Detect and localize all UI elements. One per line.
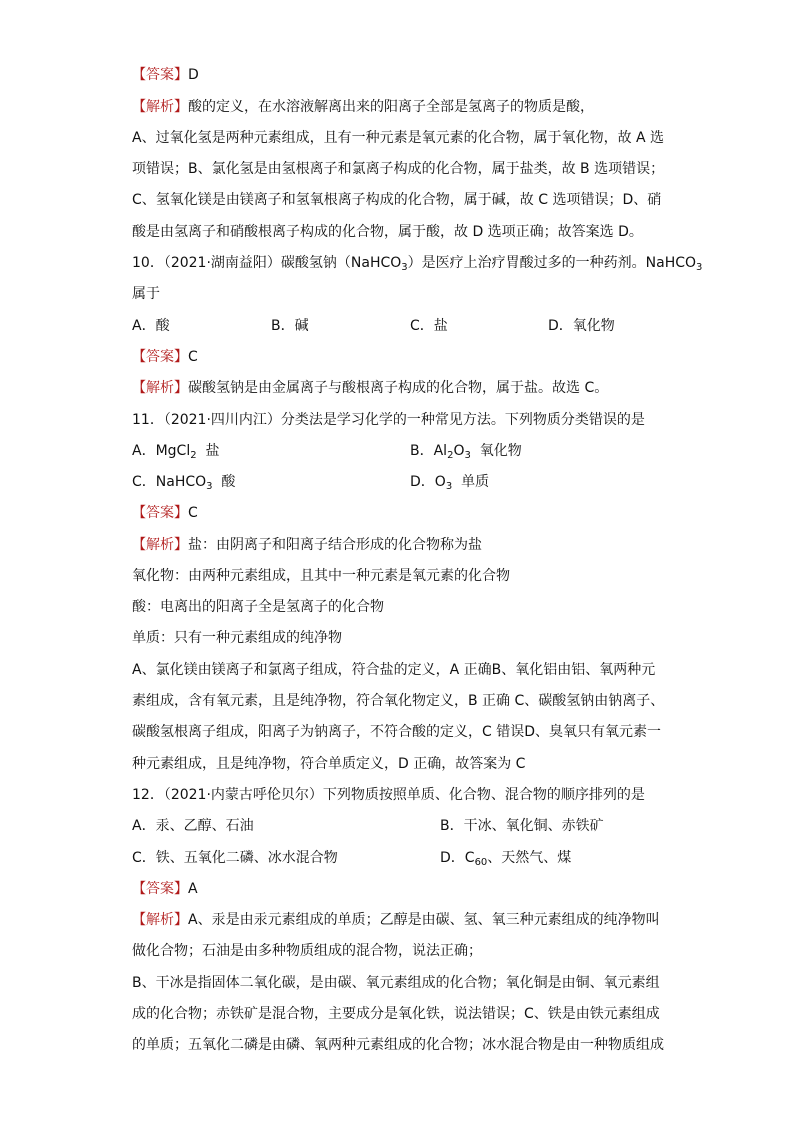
analysis-text: 的单质；五氧化二磷是由磷、氧两种元素组成的化合物；冰水混合物是由一种物质组成 xyxy=(132,1037,664,1053)
question-10-stem-cont: 属于 xyxy=(132,286,160,302)
option-c: C．盐 xyxy=(410,318,448,334)
option-d: D．氧化物 xyxy=(548,318,615,334)
answer-label: 【答案】 xyxy=(132,67,188,83)
analysis-text: A、氯化镁由镁离子和氯离子组成，符合盐的定义，A 正确B、氧化铝由铝、氧两种元 xyxy=(132,662,656,678)
analysis-text: 碳酸氢根离子组成，阳离子为钠离子，不符合酸的定义，C 错误D、臭氧只有氧元素一 xyxy=(132,724,662,740)
option-d: D．$O_3$ 单质 xyxy=(410,474,490,492)
option-a: A．酸 xyxy=(132,318,170,334)
analysis-line xyxy=(132,535,482,555)
analysis-text: 碳酸氢钠是由金属离子与酸根离子构成的化合物，属于盐。故选 C。 xyxy=(188,380,609,396)
answer-line xyxy=(132,879,198,899)
answer-line xyxy=(132,347,198,367)
analysis-label: 【解析】 xyxy=(132,99,188,115)
analysis-line xyxy=(132,97,594,117)
answer-value: A xyxy=(188,881,198,897)
answer-label: 【答案】 xyxy=(132,505,188,521)
analysis-label: 【解析】 xyxy=(132,912,188,928)
answer-line xyxy=(132,503,198,523)
option-c: C．NaHCO$_3$ 酸 xyxy=(132,474,236,492)
analysis-text: 氧化物：由两种元素组成，且其中一种元素是氧元素的化合物 xyxy=(132,568,510,584)
question-12-stem: 12．（2021·内蒙古呼伦贝尔）下列物质按照单质、化合物、混合物的顺序排列的是 xyxy=(132,787,645,803)
analysis-text: 单质：只有一种元素组成的纯净物 xyxy=(132,630,342,646)
answer-value: D xyxy=(188,67,199,83)
analysis-text: C、氢氧化镁是由镁离子和氢氧根离子构成的化合物，属于碱，故 C 选项错误；D、硝 xyxy=(132,192,662,208)
analysis-text: 酸的定义，在水溶液解离出来的阳离子全部是氢离子的物质是酸， xyxy=(188,99,594,115)
answer-value: C xyxy=(188,505,198,521)
analysis-label: 【解析】 xyxy=(132,537,188,553)
analysis-text: 盐：由阴离子和阳离子结合形成的化合物称为盐 xyxy=(188,537,482,553)
option-c: C．铁、五氧化二磷、冰水混合物 xyxy=(132,850,338,866)
option-b: B．$Al_2O_3$ 氧化物 xyxy=(410,443,522,461)
answer-line xyxy=(132,65,199,85)
option-d: D．$C_{60}$、天然气、煤 xyxy=(440,850,572,868)
analysis-text: 成的化合物；赤铁矿是混合物，主要成分是氧化铁，说法错误；C、铁是由铁元素组成 xyxy=(132,1006,660,1022)
analysis-text: A、汞是由汞元素组成的单质；乙醇是由碳、氢、氧三种元素组成的纯净物叫 xyxy=(188,912,660,928)
analysis-text: A、过氧化氢是两种元素组成，且有一种元素是氧元素的化合物，属于氧化物，故 A 选 xyxy=(132,130,665,146)
analysis-line xyxy=(132,378,608,398)
analysis-text: 种元素组成，且是纯净物，符合单质定义，D 正确，故答案为 C xyxy=(132,756,526,772)
option-b: B．碱 xyxy=(271,318,309,334)
analysis-text: 做化合物；石油是由多种物质组成的混合物，说法正确； xyxy=(132,943,482,959)
option-a: A．汞、乙醇、石油 xyxy=(132,818,254,834)
question-11-stem: 11．（2021·四川内江）分类法是学习化学的一种常见方法。下列物质分类错误的是 xyxy=(132,412,645,428)
analysis-line xyxy=(132,910,660,930)
analysis-text: 项错误；B、氯化氢是由氢根离子和氯离子构成的化合物，属于盐类，故 B 选项错误； xyxy=(132,161,665,177)
analysis-text: B、干冰是指固体二氧化碳，是由碳、氧元素组成的化合物；氧化铜是由铜、氧元素组 xyxy=(132,975,660,991)
option-a: A．MgCl$_2$ 盐 xyxy=(132,443,220,461)
analysis-text: 酸：电离出的阳离子全是氢离子的化合物 xyxy=(132,599,384,615)
option-b: B．干冰、氧化铜、赤铁矿 xyxy=(440,818,604,834)
question-10-stem: 10．（2021·湖南益阳）碳酸氢钠（NaHCO$_3$）是医疗上治疗胃酸过多的一种药剂。NaHCO$_3$ xyxy=(132,255,703,273)
analysis-label: 【解析】 xyxy=(132,380,188,396)
analysis-text: 酸是由氢离子和硝酸根离子构成的化合物，属于酸，故 D 选项正确；故答案选 D。 xyxy=(132,224,643,240)
answer-label: 【答案】 xyxy=(132,349,188,365)
answer-value: C xyxy=(188,349,198,365)
analysis-text: 素组成，含有氧元素，且是纯净物，符合氧化物定义，B 正确 C、碳酸氢钠由钠离子、 xyxy=(132,693,665,709)
answer-label: 【答案】 xyxy=(132,881,188,897)
